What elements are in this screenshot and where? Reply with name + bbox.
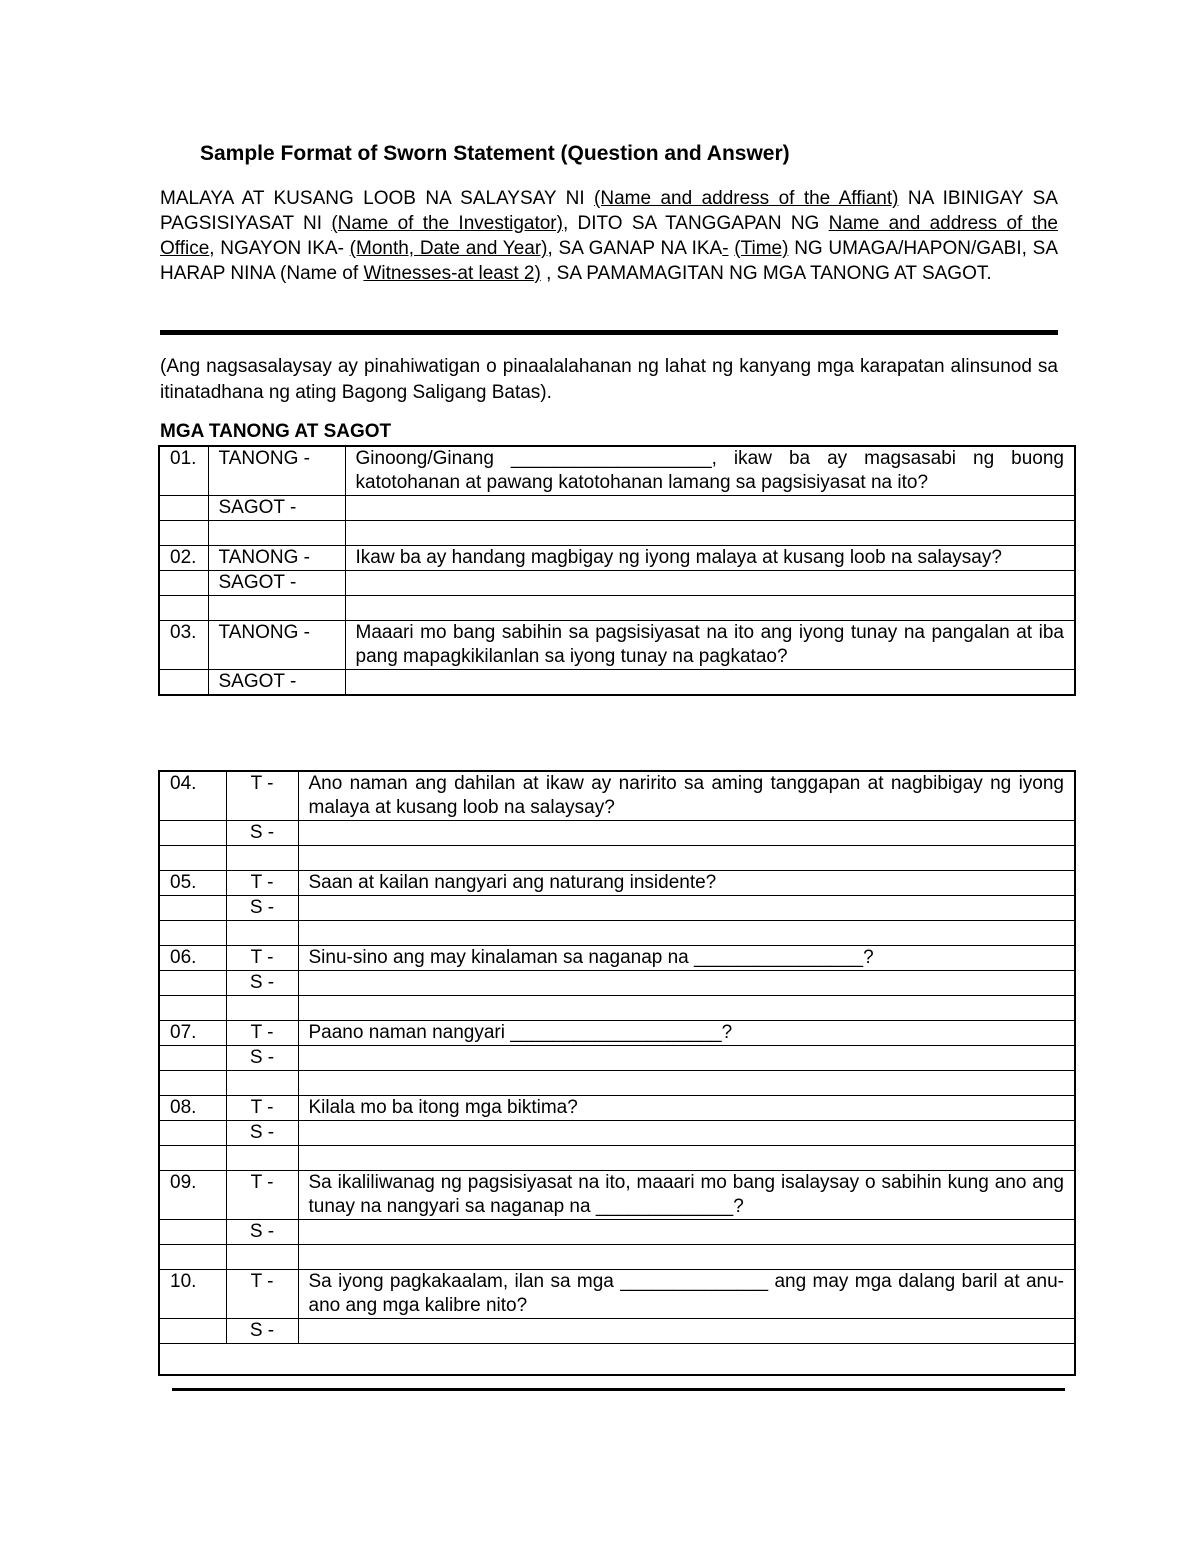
witnesses-placeholder: Witnesses-at least 2) (363, 263, 541, 284)
time-dash: - (722, 238, 729, 259)
intro-text: , NGAYON IKA- (209, 238, 350, 259)
question-label: TANONG - (208, 621, 345, 670)
question-label: T - (226, 946, 298, 971)
intro-text: MALAYA AT KUSANG LOOB NA SALAYSAY NI (160, 188, 595, 209)
answer-field[interactable] (298, 821, 1075, 846)
spacer-row (159, 846, 1075, 871)
question-row (159, 446, 1075, 496)
blank-cell (226, 996, 298, 1021)
blank-cell (159, 521, 208, 546)
answer-field[interactable] (298, 1121, 1075, 1146)
spacer-row (159, 921, 1075, 946)
intro-paragraph (160, 186, 1058, 286)
question-label: T - (226, 1021, 298, 1046)
qa-table-1 (158, 445, 1076, 696)
spacer-row (159, 1071, 1075, 1096)
answer-row (159, 1319, 1075, 1344)
question-row (159, 1096, 1075, 1121)
item-number: 08. (159, 1096, 226, 1121)
question-row (159, 871, 1075, 896)
item-number: 07. (159, 1021, 226, 1046)
answer-continuation[interactable] (345, 596, 1075, 621)
item-number: 03. (159, 621, 208, 670)
item-number: 04. (159, 771, 226, 821)
question-row (159, 1171, 1075, 1220)
answer-label: S - (226, 1319, 298, 1344)
item-number: 09. (159, 1171, 226, 1220)
question-label: T - (226, 1096, 298, 1121)
answer-row (159, 571, 1075, 596)
blank-cell (159, 846, 226, 871)
item-number: 06. (159, 946, 226, 971)
answer-label: SAGOT - (208, 670, 345, 696)
answer-continuation[interactable] (298, 1245, 1075, 1270)
answer-label: S - (226, 1121, 298, 1146)
answer-row (159, 971, 1075, 996)
blank-cell (159, 896, 226, 921)
blank-cell (208, 521, 345, 546)
intro-text: , DITO SA TANGGAPAN NG (562, 213, 829, 234)
answer-continuation[interactable] (298, 996, 1075, 1021)
answer-row (159, 496, 1075, 521)
intro-text: , SA PAMAMAGITAN NG MGA TANONG AT SAGOT. (540, 263, 992, 284)
answer-continuation[interactable] (298, 921, 1075, 946)
question-label: T - (226, 771, 298, 821)
answer-field[interactable] (298, 1319, 1075, 1344)
blank-cell (208, 596, 345, 621)
blank-cell (159, 921, 226, 946)
blank-cell (226, 1071, 298, 1096)
answer-label: S - (226, 1220, 298, 1245)
blank-cell (159, 596, 208, 621)
question-text: Maaari mo bang sabihin sa pagsisiyasat na ito ang iyong tunay na pangalan at iba pang mapagkikilanlan sa iyong tunay na pagkatao? (345, 621, 1075, 670)
item-number: 02. (159, 546, 208, 571)
answer-row (159, 670, 1075, 696)
blank-cell (159, 1220, 226, 1245)
answer-continuation[interactable] (345, 521, 1075, 546)
blank-cell (159, 1245, 226, 1270)
item-number: 10. (159, 1270, 226, 1319)
intro-text: NA IBINIGAY SA PAGSISIYASAT NI (160, 188, 1058, 234)
item-number: 05. (159, 871, 226, 896)
blank-cell (159, 496, 208, 521)
section-heading: MGA TANONG AT SAGOT (160, 421, 392, 442)
question-text: Ginoong/Ginang ___________________, ikaw ba ay magsasabi ng buong katotohanan at pawang katotohanan lamang sa pagsisiyasat na ito? (345, 446, 1075, 496)
rights-notice: (Ang nagsasalaysay ay pinahiwatigan o pinaalalahanan ng lahat ng kanyang mga karapatan alinsunod sa itinatadhana ng ating Bagong Saligang Batas). (160, 356, 1058, 403)
answer-continuation[interactable] (298, 1146, 1075, 1171)
answer-field[interactable] (345, 571, 1075, 596)
answer-label: S - (226, 1046, 298, 1071)
question-label: T - (226, 1171, 298, 1220)
question-text: Ikaw ba ay handang magbigay ng iyong malaya at kusang loob na salaysay? (345, 546, 1075, 571)
item-number: 01. (159, 446, 208, 496)
document-title: Sample Format of Sworn Statement (Question and Answer) (200, 142, 790, 165)
intro-text: , SA GANAP NA IKA (547, 238, 723, 259)
answer-label: SAGOT - (208, 496, 345, 521)
investigator-placeholder: (Name of the Investigator) (331, 213, 563, 234)
blank-cell (226, 846, 298, 871)
question-label: T - (226, 871, 298, 896)
question-row (159, 946, 1075, 971)
blank-cell (226, 921, 298, 946)
blank-cell (159, 1071, 226, 1096)
blank-cell (226, 1245, 298, 1270)
question-text: Saan at kailan nangyari ang naturang insidente? (298, 871, 1075, 896)
question-label: TANONG - (208, 546, 345, 571)
answer-field[interactable] (345, 496, 1075, 521)
heavy-divider (160, 330, 1058, 335)
blank-cell (159, 571, 208, 596)
qa-table-2 (158, 770, 1076, 1376)
answer-row (159, 1046, 1075, 1071)
closing-cell (159, 1344, 1075, 1376)
question-text: Kilala mo ba itong mga biktima? (298, 1096, 1075, 1121)
blank-cell (226, 1146, 298, 1171)
answer-label: S - (226, 821, 298, 846)
blank-cell (159, 996, 226, 1021)
question-text: Sinu-sino ang may kinalaman sa naganap na ________________? (298, 946, 1075, 971)
answer-row (159, 821, 1075, 846)
answer-label: SAGOT - (208, 571, 345, 596)
answer-field[interactable] (298, 896, 1075, 921)
blank-cell (159, 821, 226, 846)
answer-continuation[interactable] (298, 1071, 1075, 1096)
question-text: Sa iyong pagkakaalam, ilan sa mga ______________ ang may mga dalang baril at anu-ano ang mga kalibre nito? (298, 1270, 1075, 1319)
blank-cell (159, 971, 226, 996)
date-placeholder: (Month, Date and Year) (349, 238, 548, 259)
blank-cell (159, 670, 208, 696)
answer-label: S - (226, 896, 298, 921)
spacer-row (159, 1245, 1075, 1270)
office-placeholder: Name and address of the Office (160, 213, 1058, 259)
question-row (159, 1021, 1075, 1046)
question-text: Paano naman nangyari ____________________? (298, 1021, 1075, 1046)
question-row (159, 621, 1075, 670)
time-placeholder: (Time) (734, 238, 789, 259)
question-row (159, 1270, 1075, 1319)
answer-label: S - (226, 971, 298, 996)
intro-text: NG UMAGA/HAPON/GABI, SA HARAP NINA (Name of (160, 238, 1058, 284)
answer-row (159, 1220, 1075, 1245)
spacer-row (159, 1146, 1075, 1171)
closing-row (159, 1344, 1075, 1376)
blank-cell (159, 1121, 226, 1146)
answer-field[interactable] (298, 1220, 1075, 1245)
question-text: Sa ikaliliwanag ng pagsisiyasat na ito, maaari mo bang isalaysay o sabihin kung ano ang tunay na nangyari sa naganap na _____________? (298, 1171, 1075, 1220)
closing-underline (172, 1388, 1065, 1391)
question-label: TANONG - (208, 446, 345, 496)
answer-row (159, 1121, 1075, 1146)
question-row (159, 546, 1075, 571)
blank-cell (159, 1319, 226, 1344)
answer-field[interactable] (345, 670, 1075, 696)
spacer-row (159, 521, 1075, 546)
answer-row (159, 896, 1075, 921)
blank-cell (159, 1046, 226, 1071)
answer-field[interactable] (298, 971, 1075, 996)
affiant-placeholder: (Name and address of the Affiant) (594, 188, 899, 209)
question-label: T - (226, 1270, 298, 1319)
answer-continuation[interactable] (298, 846, 1075, 871)
spacer-row (159, 996, 1075, 1021)
question-text: Ano naman ang dahilan at ikaw ay naririto sa aming tanggapan at nagbibigay ng iyong malaya at kusang loob na salaysay? (298, 771, 1075, 821)
question-row (159, 771, 1075, 821)
blank-cell (159, 1146, 226, 1171)
spacer-row (159, 596, 1075, 621)
answer-field[interactable] (298, 1046, 1075, 1071)
